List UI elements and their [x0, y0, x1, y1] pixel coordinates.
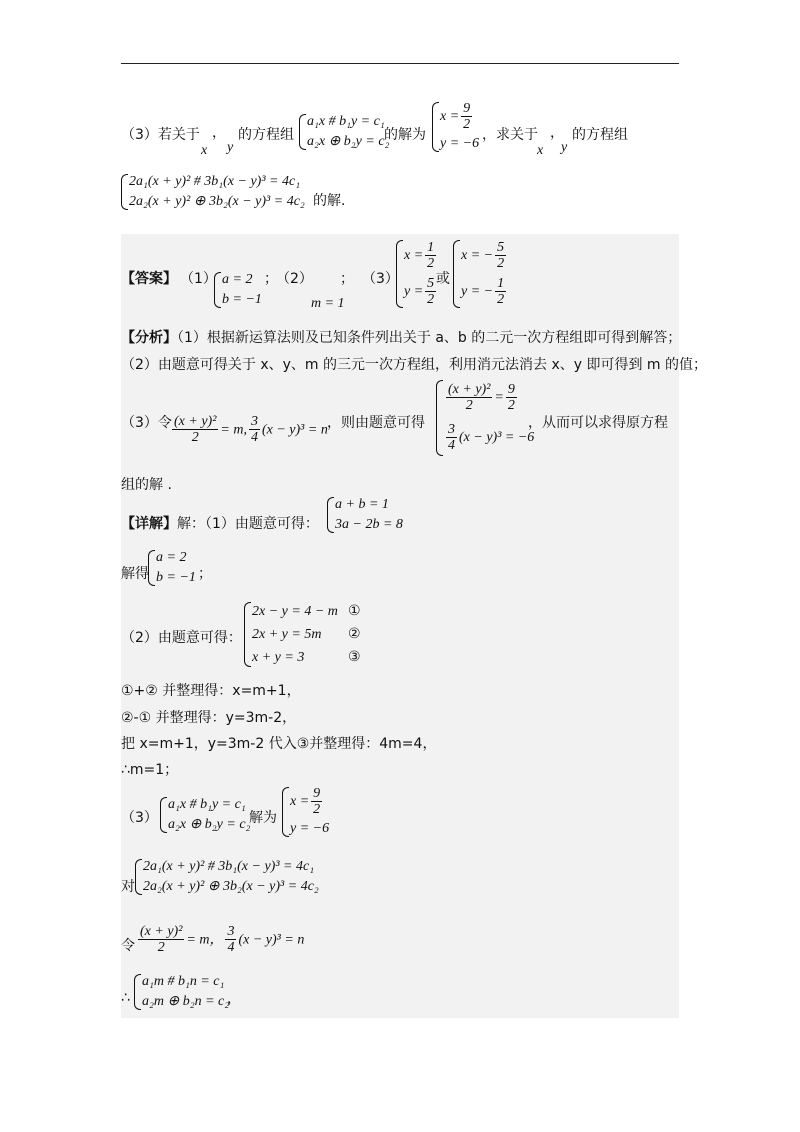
- detail-t-den: 2: [157, 940, 165, 955]
- answer-m: m = 1: [311, 296, 345, 311]
- detail-system1-eq1: a + b = 1: [335, 497, 389, 512]
- analysis-sub2-num: 3: [250, 414, 258, 429]
- question-target-system: [119, 172, 305, 212]
- answer-or: 或: [436, 271, 450, 287]
- analysis-system: [434, 378, 534, 458]
- detail-system1-eq2: 3a − 2b = 8: [335, 517, 403, 532]
- answer-s1-y: y =: [404, 284, 424, 299]
- detail-system3-eq3: x + y = 3: [252, 650, 305, 665]
- question-system: [297, 112, 389, 152]
- detail-system3-eq2: 2x + y = 5m: [252, 627, 322, 642]
- analysis-e2-num: 3: [448, 422, 455, 438]
- answer-s1-x: x =: [404, 248, 424, 263]
- answer-s2-y-num: 1: [497, 276, 505, 292]
- detail-step3: 把 x=m+1，y=3m-2 代入③并整理得：4m=4，: [121, 736, 437, 752]
- answer-s1-x-num: 1: [427, 240, 435, 256]
- analysis-e2-den: 4: [448, 438, 455, 454]
- detail-substitution: [136, 924, 304, 955]
- detail-system5-eq2: 2a₂(x + y)² ⊕ 3b₂(x − y)³ = 4c₂: [143, 879, 319, 894]
- detail-sol-x: x =: [290, 794, 310, 809]
- analysis-line1: [121, 327, 681, 347]
- detail-system4: [158, 795, 250, 835]
- detail-circle2: ②: [348, 626, 361, 642]
- detail-sol-x-den: 2: [313, 802, 321, 818]
- detail-step4: ∴m=1；: [121, 762, 179, 778]
- detail-label: 【详解】: [121, 516, 177, 532]
- detail-system4-eq2: a₂x ⊕ b₂y = c₂: [168, 817, 251, 832]
- question-part3-text2: 的方程组: [238, 127, 294, 143]
- analysis-sub-den: 2: [191, 430, 199, 445]
- answer-semicolon-2: ；: [340, 271, 354, 287]
- detail-system2-eq2: b = −1: [156, 570, 196, 585]
- detail-sol-x-num: 9: [313, 786, 321, 802]
- answer-part2: （2）: [276, 271, 313, 287]
- detail-dui: 对: [121, 879, 135, 895]
- detail-t-num: (x + y)²: [140, 924, 183, 939]
- detail-system1: [325, 495, 403, 535]
- detail-part3: （3）: [121, 810, 158, 826]
- answer-semicolon: ；: [264, 271, 278, 287]
- detail-part2: （2）由题意可得：: [121, 630, 242, 646]
- analysis-line4: 组的解 .: [121, 477, 172, 493]
- analysis-label: 【分析】: [121, 330, 177, 346]
- detail-system2: [146, 548, 196, 588]
- detail-system4-eq1: a₁x # b₁y = c₁: [168, 797, 246, 812]
- question-system-eq1: a₁x # b₁y = c₁: [307, 114, 385, 129]
- answer-s2-x-num: 5: [497, 240, 505, 256]
- question-comma-2: ，: [550, 125, 564, 141]
- analysis-e1-num: (x + y)²: [448, 382, 491, 398]
- question-solution-y: y = −6: [440, 136, 480, 151]
- detail-step1: ①+② 并整理得：x=m+1，: [121, 683, 301, 699]
- question-solution-x-den: 2: [463, 117, 471, 133]
- detail-circle3: ③: [348, 649, 361, 665]
- answer-part3: （3）: [362, 271, 399, 287]
- answer-s2-y-den: 2: [497, 292, 505, 308]
- question-target-eq2: 2a₂(x + y)² ⊕ 3b₂(x − y)³ = 4c₂: [129, 194, 305, 209]
- detail-t2-rest: (x − y)³ = n: [238, 932, 305, 948]
- detail-end: ，: [227, 991, 241, 1007]
- detail-step2: ②-① 并整理得：y=3m-2，: [121, 710, 297, 726]
- analysis-sub2-den: 4: [250, 430, 258, 445]
- question-comma: ，: [212, 125, 226, 141]
- answer-s1-y-den: 2: [427, 292, 435, 308]
- answer-system1-eq2: b = −1: [222, 292, 262, 307]
- detail-solution: [280, 785, 329, 839]
- question-var-x: x: [201, 143, 208, 158]
- answer-label: 【答案】: [121, 271, 177, 287]
- answer-solution1: [394, 238, 438, 310]
- analysis-line3b: ，则由题意可得: [327, 415, 425, 431]
- solution-background: [121, 234, 682, 1018]
- detail-system3-eq1: 2x − y = 4 − m: [252, 604, 338, 619]
- question-part3-text4: ，求关于: [482, 127, 538, 143]
- analysis-sub-mid: = m,: [220, 422, 247, 438]
- analysis-line3c: ，从而可以求得原方程: [528, 415, 668, 431]
- answer-s2-y: y = −: [461, 284, 494, 299]
- answer-s2-x: x = −: [461, 248, 494, 263]
- detail-system2-eq1: a = 2: [156, 550, 187, 565]
- detail-solution-label: 解为: [249, 810, 277, 826]
- analysis-text1: （1）根据新运算法则及已知条件列出关于 a、b 的二元一次方程组即可得到解答；: [177, 330, 682, 346]
- detail-system3: [242, 600, 361, 669]
- detail-solve-label: 解得: [121, 566, 149, 582]
- detail-t-eq: = m，: [186, 932, 224, 948]
- answer-s1-y-num: 5: [427, 276, 435, 292]
- header-rule: [121, 63, 679, 64]
- answer-system1: [212, 270, 262, 310]
- detail-t2-den: 4: [227, 940, 235, 955]
- question-part3-text5: 的方程组: [572, 127, 628, 143]
- detail-system6: [132, 972, 229, 1012]
- analysis-sub-num: (x + y)²: [174, 414, 217, 429]
- detail-system5: [133, 857, 319, 897]
- question-var-y: y: [227, 140, 234, 155]
- analysis-e1-den: 2: [465, 398, 473, 414]
- detail-text1: 解：（1）由题意可得：: [177, 516, 319, 532]
- question-solution-x-num: 9: [463, 101, 471, 117]
- question-part3-text6: 的解.: [313, 193, 346, 209]
- answer-system1-eq1: a = 2: [222, 272, 253, 287]
- analysis-e1-rd: 2: [507, 398, 515, 414]
- detail-system6-eq1: a₁m # b₁n = c₁: [142, 974, 225, 989]
- detail-therefore: ∴: [121, 990, 130, 1006]
- answer-solution2: [451, 238, 508, 310]
- answer-part1: （1）: [180, 271, 217, 287]
- detail-circle1: ①: [348, 603, 361, 619]
- detail-ling: 令: [121, 938, 135, 954]
- detail-intro: [121, 513, 319, 533]
- detail-sol-y: y = −6: [290, 821, 330, 836]
- analysis-e1-eq: =: [494, 390, 504, 405]
- detail-system6-eq2: a₂m ⊕ b₂n = c₂: [142, 994, 230, 1009]
- answer-s2-x-den: 2: [497, 256, 505, 272]
- question-target-eq1: 2a₁(x + y)² # 3b₁(x − y)³ = 4c₁: [129, 174, 301, 189]
- analysis-line2: （2）由题意可得关于 x、y、m 的三元一次方程组，利用消元法消去 x、y 即可得到 m 的值；: [121, 357, 708, 373]
- question-solution-x: x =: [440, 109, 460, 124]
- question-part3-text1: （3）若关于: [121, 127, 200, 143]
- analysis-e2-rest: (x − y)³ = −6: [459, 430, 535, 445]
- question-solution: [430, 100, 479, 154]
- question-var-y-2: y: [561, 140, 568, 155]
- detail-t2-num: 3: [227, 924, 235, 939]
- analysis-sub2-rest: (x − y)³ = n: [261, 422, 328, 438]
- question-part3-text3: 的解为: [384, 127, 426, 143]
- detail-semicolon: ；: [198, 566, 212, 582]
- detail-system5-eq1: 2a₁(x + y)² # 3b₁(x − y)³ = 4c₁: [143, 859, 315, 874]
- question-var-x-2: x: [537, 143, 544, 158]
- analysis-e1-rn: 9: [507, 382, 515, 398]
- analysis-line3a: （3）令: [121, 415, 172, 431]
- question-system-eq2: a₂x ⊕ b₂y = c₂: [307, 134, 390, 149]
- answer-s1-x-den: 2: [427, 256, 435, 272]
- analysis-substitution: [170, 414, 328, 445]
